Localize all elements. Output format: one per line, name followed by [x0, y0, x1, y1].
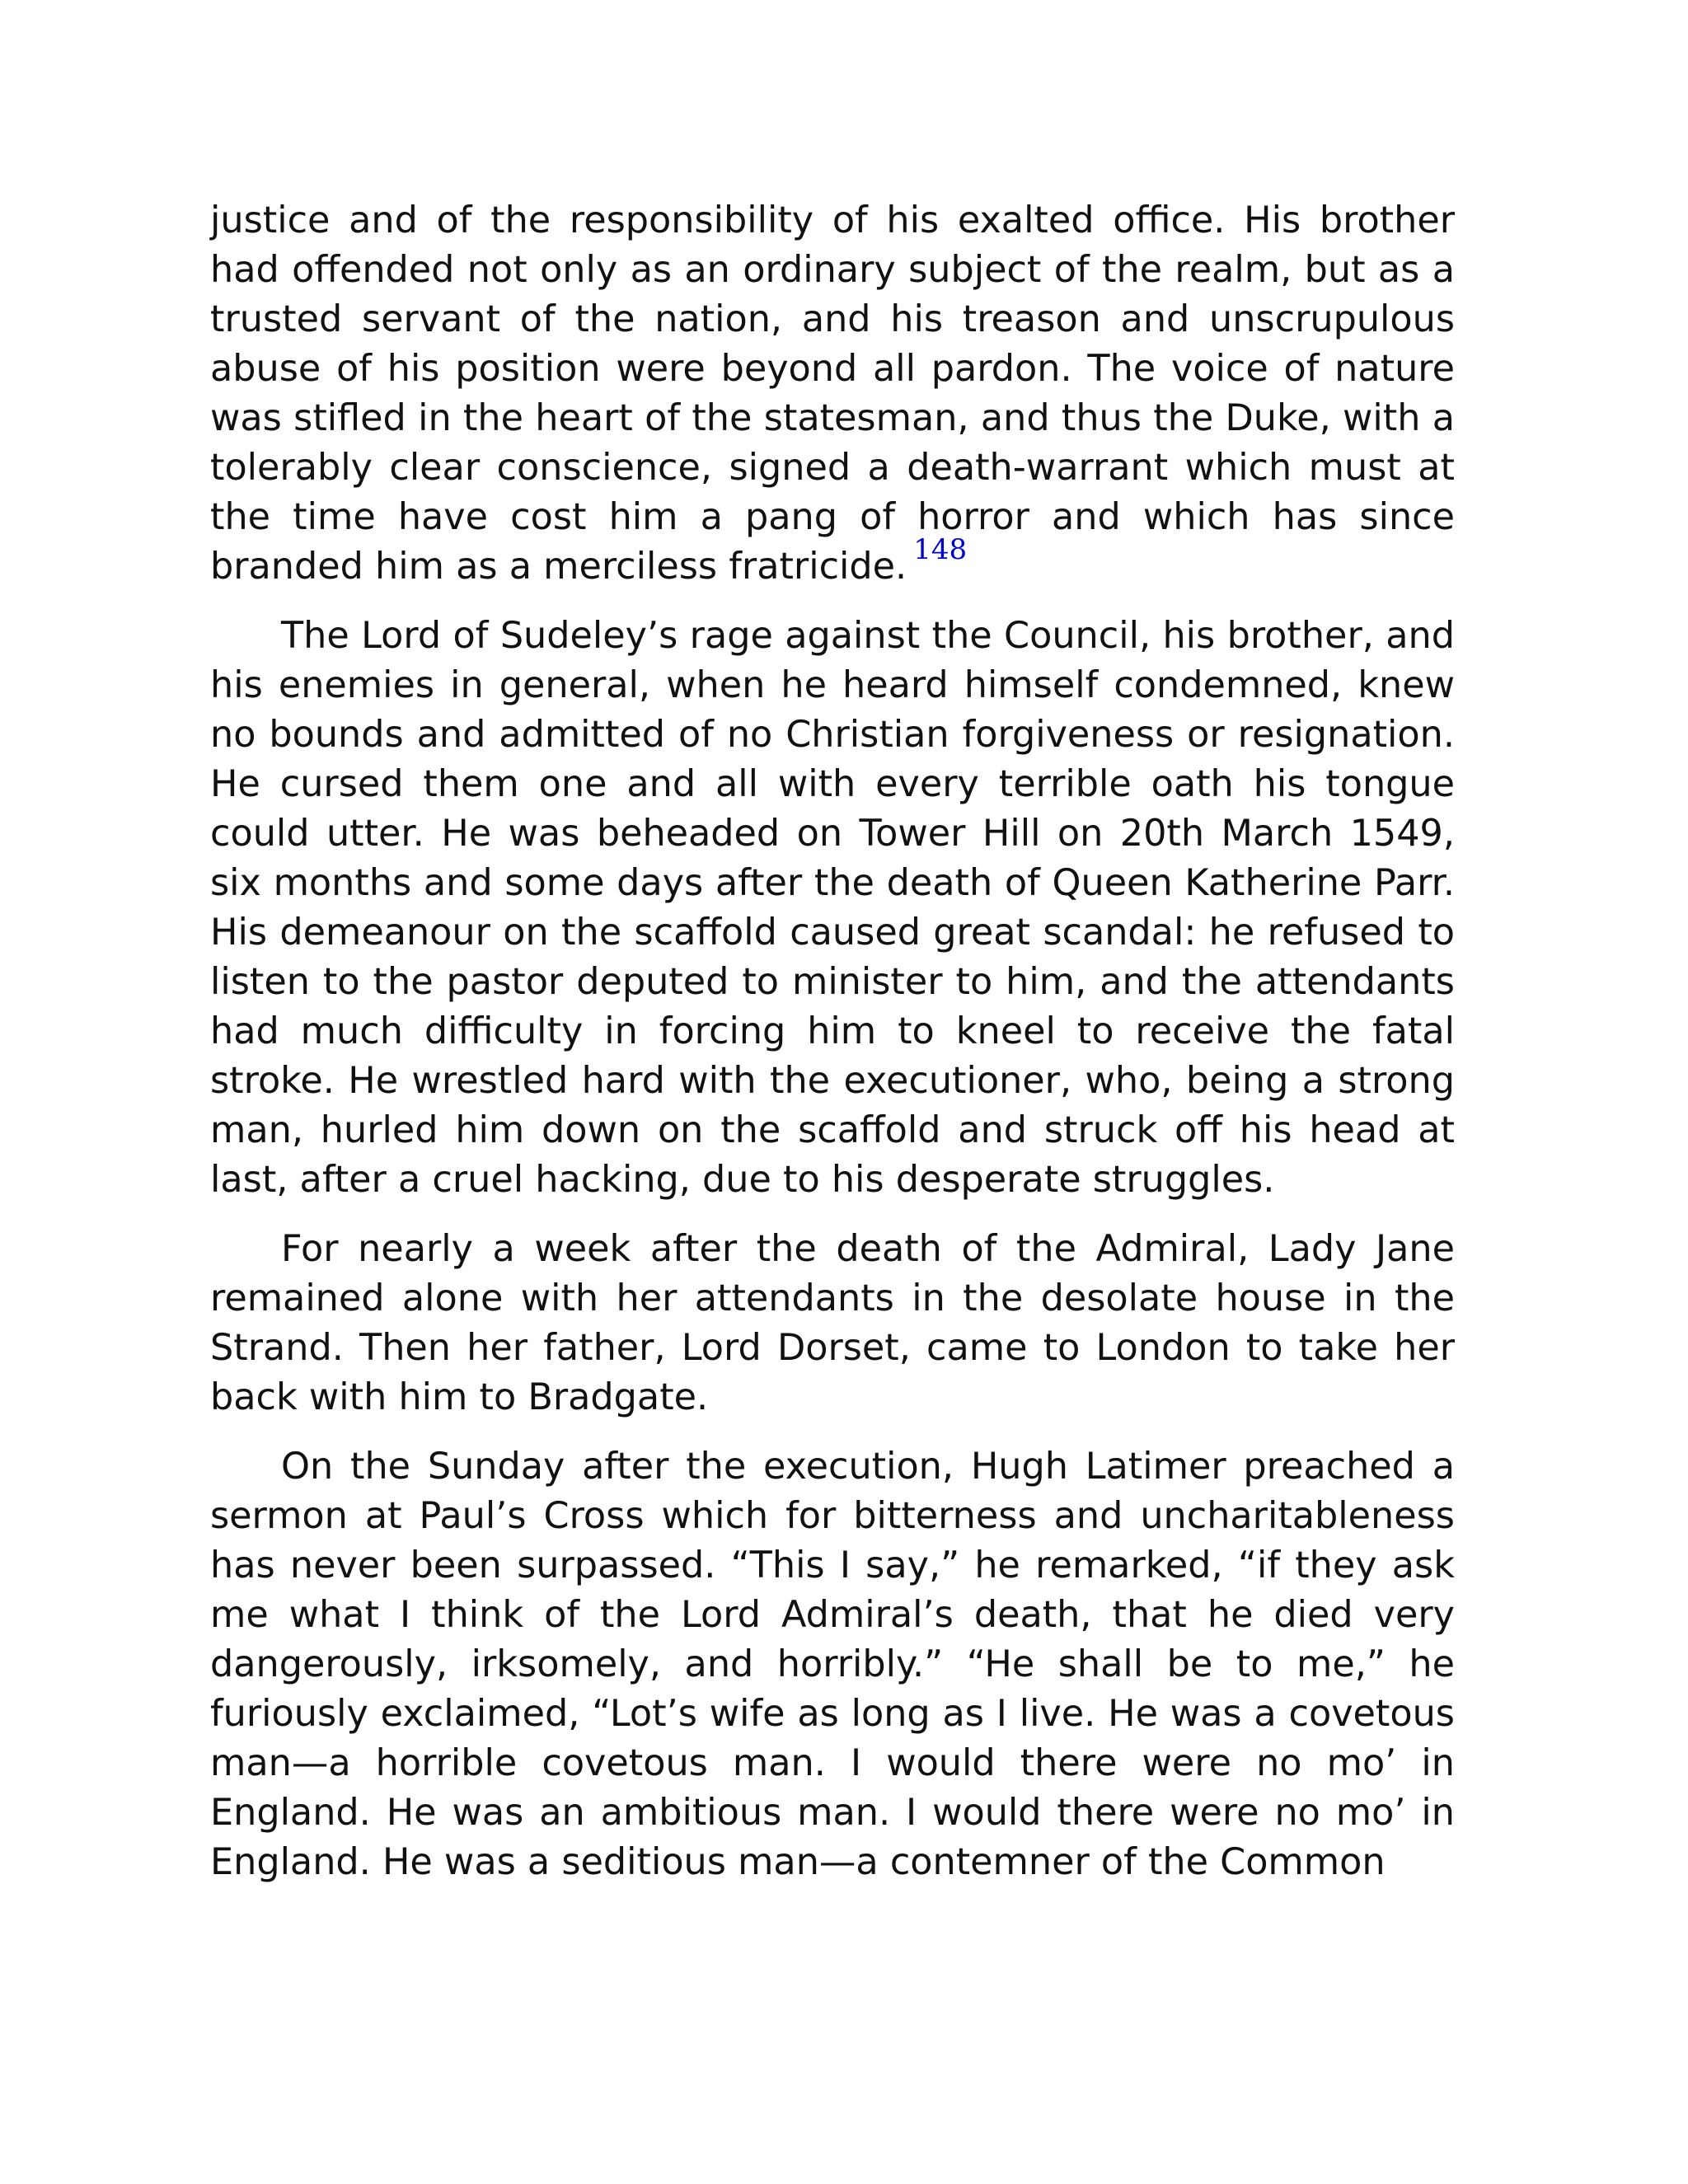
- footnote-link[interactable]: 148: [913, 533, 968, 566]
- paragraph-1-text: justice and of the responsibility of his exalted office. His brother had offended not only as an ordinary subject of the realm, but as a trusted servant of the nation, and his treason and unscrupulous abuse of his position were beyond all pardon. The voice of nature was stifled in the heart of the statesman, and thus the Duke, with a tolerably clear conscience, signed a death-warrant which must at the time have cost him a pang of horror and which has since branded him as a merciless fratricide.: [210, 199, 1455, 588]
- paragraph-3-text: For nearly a week after the death of the Admiral, Lady Jane remained alone with her attendants in the desolate house in the Strand. Then her father, Lord Dorset, came to London to take her back with him to Bradgate.: [210, 1228, 1455, 1418]
- page-body: [210, 196, 1455, 1907]
- paragraph-3: [210, 1225, 1455, 1422]
- paragraph-2: [210, 612, 1455, 1205]
- paragraph-4: [210, 1442, 1455, 1887]
- paragraph-2-text: The Lord of Sudeley’s rage against the Council, his brother, and his enemies in general, when he heard himself condemned, knew no bounds and admitted of no Christian forgiveness or resignation. He cursed them one and all with every terrible oath his tongue could utter. He was beheaded on Tower Hill on 20th March 1549, six months and some days after the death of Queen Katherine Parr. His demeanour on the scaffold caused great scandal: he refused to listen to the pastor deputed to minister to him, and the attendants had much difficulty in forcing him to kneel to receive the fatal stroke. He wrestled hard with the executioner, who, being a strong man, hurled him down on the scaffold and struck off his head at last, after a cruel hacking, due to his desperate struggles.: [210, 615, 1455, 1201]
- paragraph-4-text: On the Sunday after the execution, Hugh Latimer preached a sermon at Paul’s Cross which for bitterness and uncharitableness has never been surpassed. “This I say,” he remarked, “if they ask me what I think of the Lord Admiral’s death, that he died very dangerously, irksomely, and horribly.” “He shall be to me,” he furiously exclaimed, “Lot’s wife as long as I live. He was a covetous man—a horrible covetous man. I would there were no mo’ in England. He was an ambitious man. I would there were no mo’ in England. He was a seditious man—a contemner of the Common: [210, 1446, 1455, 1883]
- paragraph-1: [210, 196, 1455, 592]
